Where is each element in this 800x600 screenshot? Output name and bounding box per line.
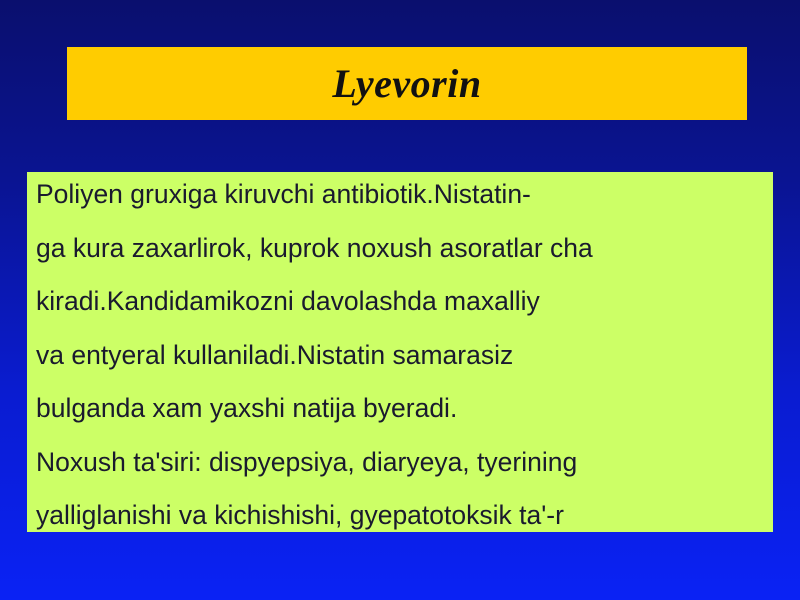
body-line-4: va entyeral kullaniladi.Nistatin samarasiz bbox=[36, 339, 514, 370]
body-line-7: yalliglanishi va kichishishi, gyepatotoksik ta'-r bbox=[36, 500, 564, 530]
body-line-5: bulganda xam yaxshi natija byeradi. bbox=[36, 393, 458, 423]
slide-title: Lyevorin bbox=[332, 61, 482, 106]
body-line-1: Poliyen gruxiga kiruvchi antibiotik.Nistatin- bbox=[36, 179, 531, 209]
body-line-2: ga kura zaxarlirok, kuprok noxush asoratlar cha bbox=[36, 232, 593, 263]
title-box bbox=[67, 47, 747, 120]
body-line-3: kiradi.Kandidamikozni davolashda maxalliy bbox=[36, 286, 540, 316]
body-text-box bbox=[27, 172, 773, 532]
body-line-6: Noxush ta'siri: dispyepsiya, diaryeya, tyerining bbox=[36, 446, 578, 477]
